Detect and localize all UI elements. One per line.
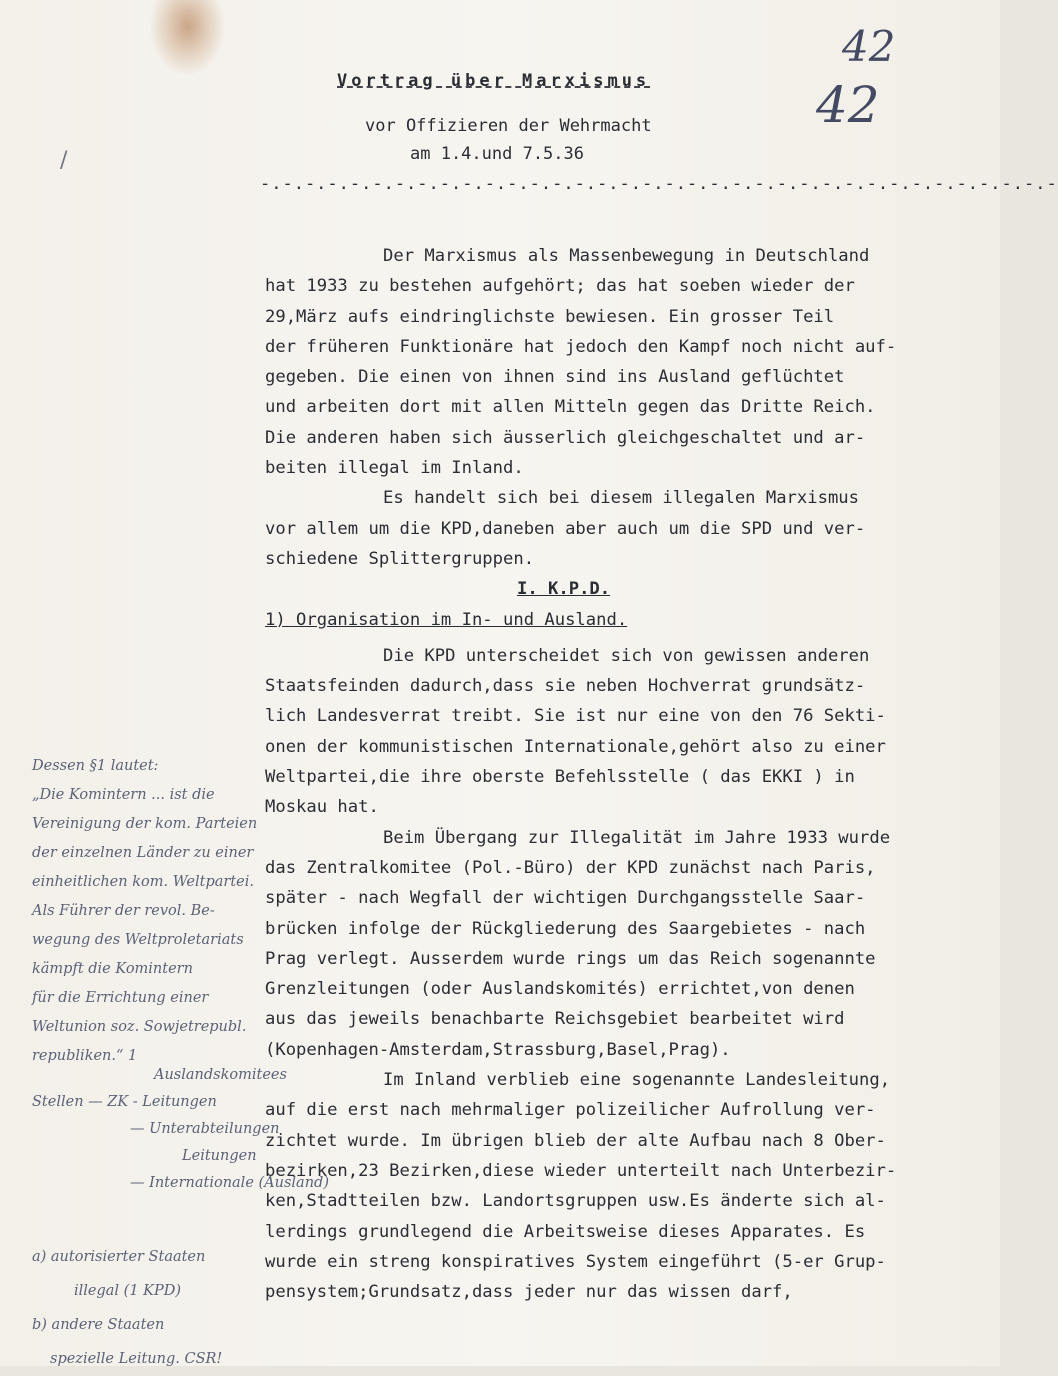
margin-note-line: Leitungen — [182, 1148, 257, 1164]
margin-note-line: Weltunion soz. Sowjetrepubl. — [32, 1019, 247, 1035]
document-subtitle: vor Offizieren der Wehrmacht — [365, 116, 652, 136]
body-line: Die KPD unterscheidet sich von gewissen anderen — [383, 645, 870, 666]
margin-note-line: Auslandskomitees — [154, 1067, 287, 1083]
body-line: zichtet wurde. Im übrigen blieb der alte Aufbau nach 8 Ober- — [265, 1130, 886, 1151]
document-title: Vortrag über Marxismus — [337, 71, 651, 91]
body-line: gegeben. Die einen von ihnen sind ins Ausland geflüchtet — [265, 367, 845, 388]
margin-note-line: einheitlichen kom. Weltpartei. — [32, 874, 254, 890]
body-line: Es handelt sich bei diesem illegalen Marxismus — [383, 488, 859, 509]
body-line: vor allem um die KPD,daneben aber auch um die SPD und ver- — [265, 518, 866, 539]
margin-note-line: Stellen — ZK - Leitungen — [32, 1094, 217, 1110]
margin-note-structure — [32, 1062, 329, 1197]
body-line: pensystem;Grundsatz,dass jeder nur das wissen darf, — [265, 1282, 793, 1303]
body-line: Weltpartei,die ihre oberste Befehlsstelle ( das EKKI ) in — [265, 767, 855, 788]
margin-note-line: — Internationale (Ausland) — [130, 1175, 329, 1191]
body-line: Grenzleitungen (oder Auslandskomités) errichtet,von denen — [265, 979, 855, 1000]
margin-note-statute — [32, 752, 264, 1071]
body-line: wurde ein streng konspiratives System eingeführt (5-er Grup- — [265, 1251, 886, 1272]
body-line: Im Inland verblieb eine sogenannte Landesleitung, — [383, 1070, 891, 1091]
body-line: bezirken,23 Bezirken,diese wieder unterteilt nach Unterbezir- — [265, 1160, 897, 1181]
margin-note-line: spezielle Leitung. CSR! — [50, 1351, 223, 1367]
body-line: beiten illegal im Inland. — [265, 458, 524, 479]
handwritten-page-number: 42 — [842, 22, 896, 71]
body-line: schiedene Splittergruppen. — [265, 548, 535, 569]
body-line: hat 1933 zu bestehen aufgehört; das hat soeben wieder der — [265, 276, 855, 297]
body-line: später - nach Wegfall der wichtigen Durchgangsstelle Saar- — [265, 888, 866, 909]
margin-note-line: für die Errichtung einer — [32, 990, 209, 1006]
body-line: (Kopenhagen-Amsterdam,Strassburg,Basel,Prag). — [265, 1039, 731, 1060]
margin-note-line: Dessen §1 lautet: — [32, 758, 159, 774]
margin-note-line: republiken.“ 1 — [32, 1048, 138, 1064]
margin-note-line: kämpft die Komintern — [32, 961, 193, 977]
margin-note-line: Vereinigung der kom. Parteien — [32, 816, 258, 832]
body-line: Beim Übergang zur Illegalität im Jahre 1933 wurde — [383, 827, 891, 848]
body-line: brücken infolge der Rückgliederung des Saargebietes - nach — [265, 918, 866, 939]
body-line: das Zentralkomitee (Pol.-Büro) der KPD zunächst nach Paris, — [265, 857, 876, 878]
body-line: 29,März aufs eindringlichste bewiesen. Ein grosser Teil — [265, 306, 835, 327]
body-line: lerdings grundlegend die Arbeitsweise dieses Apparates. Es — [265, 1221, 866, 1242]
section-heading: I. K.P.D. — [517, 579, 611, 600]
separator-line: -.-.-.-.-.-.-.-.-.-.-.-.-.-.-.-.-.-.-.-.-.-.-.-.-.-.-.-.-.-.-.-.-.-.-.- — [260, 174, 1058, 194]
margin-note-line: — Unterabteilungen — [130, 1121, 280, 1137]
document-body — [265, 241, 965, 1307]
margin-tick-mark: / — [60, 148, 68, 173]
body-line: onen der kommunistischen Internationale,gehört also zu einer — [265, 736, 886, 757]
handwritten-old-page-number: 42 — [816, 76, 880, 134]
body-line: lich Landesverrat treibt. Sie ist nur eine von den 76 Sekti- — [265, 706, 886, 727]
margin-note-line: „Die Komintern ... ist die — [32, 787, 215, 803]
margin-note-line: der einzelnen Länder zu einer — [32, 845, 254, 861]
margin-note-line: Als Führer der revol. Be- — [32, 903, 215, 919]
body-line: Moskau hat. — [265, 797, 379, 818]
rust-stain — [150, 0, 225, 75]
body-line: und arbeiten dort mit allen Mitteln gegen das Dritte Reich. — [265, 397, 876, 418]
body-line: Der Marxismus als Massenbewegung in Deutschland — [383, 246, 870, 266]
subsection-heading: 1) Organisation im In- und Ausland. — [265, 609, 628, 630]
body-line: Staatsfeinden dadurch,dass sie neben Hochverrat grundsätz- — [265, 676, 866, 697]
margin-note-line: wegung des Weltproletariats — [32, 932, 244, 948]
body-line: Die anderen haben sich äusserlich gleichgeschaltet und ar- — [265, 427, 866, 448]
body-line: ken,Stadtteilen bzw. Landortsgruppen usw.Es änderte sich al- — [265, 1191, 886, 1212]
document-date: am 1.4.und 7.5.36 — [410, 144, 584, 164]
margin-note-line: b) andere Staaten — [32, 1317, 165, 1333]
body-line: Prag verlegt. Ausserdem wurde rings um das Reich sogenannte — [265, 948, 876, 969]
body-line: auf die erst nach mehrmaliger polizeilicher Aufrollung ver- — [265, 1100, 876, 1121]
margin-note-line: illegal (1 KPD) — [74, 1283, 182, 1299]
margin-note-states — [32, 1240, 272, 1376]
body-line: aus das jeweils benachbarte Reichsgebiet bearbeitet wird — [265, 1009, 845, 1030]
margin-note-line: a) autorisierter Staaten — [32, 1249, 206, 1265]
body-line: der früheren Funktionäre hat jedoch den Kampf noch nicht auf- — [265, 336, 897, 357]
